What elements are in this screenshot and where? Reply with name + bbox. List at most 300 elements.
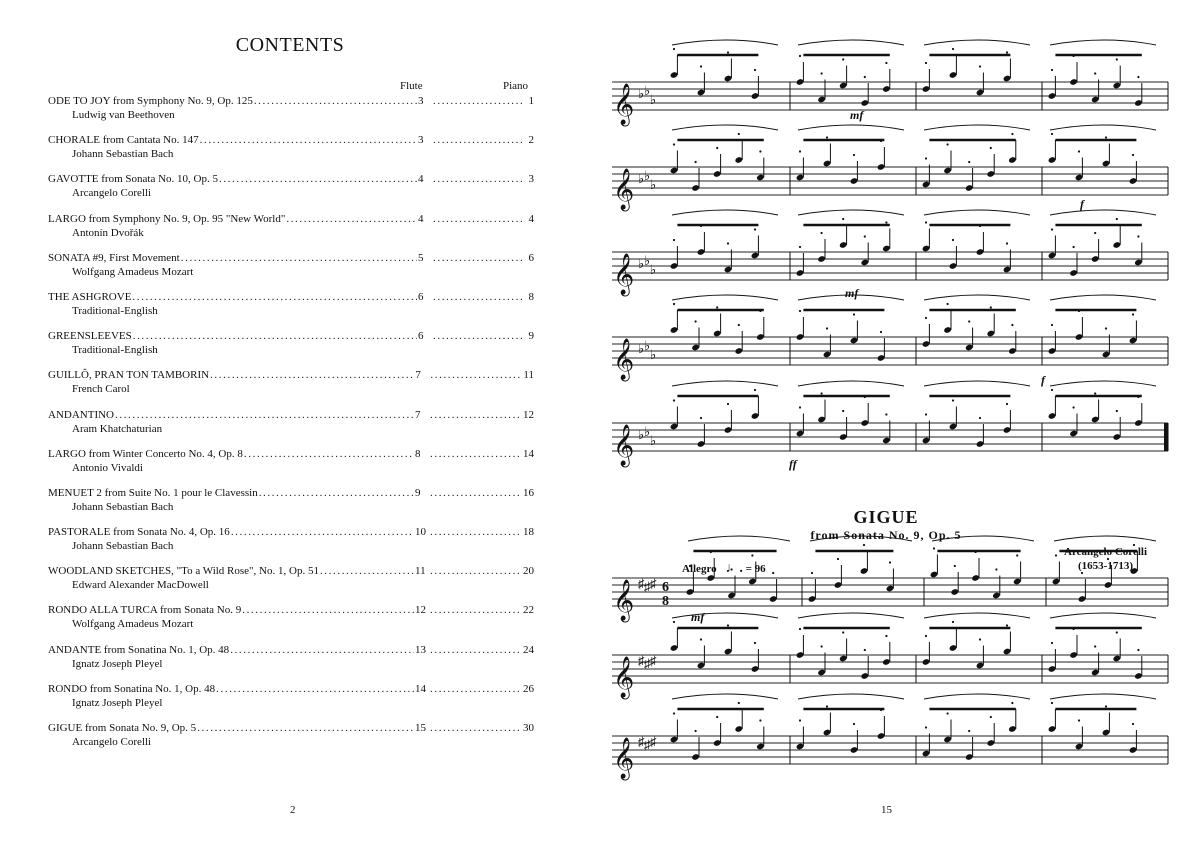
slur — [924, 613, 1030, 618]
staccato-dot — [952, 399, 954, 401]
toc-entry-title: GUILLÔ, PRAN TON TAMBORIN — [48, 369, 210, 382]
flute-page-number: 7 — [415, 369, 421, 382]
slur — [924, 125, 1030, 130]
staccato-dot — [925, 62, 927, 64]
composer-name: Arcangelo Corelli — [1064, 546, 1147, 558]
toc-entry — [48, 329, 534, 368]
toc-entry-title: GAVOTTE from Sonata No. 10, Op. 5 — [48, 173, 218, 186]
dot-leader — [433, 212, 525, 226]
toc-entry — [48, 172, 534, 211]
piano-page-number: 16 — [523, 486, 534, 499]
toc-entry-title: MENUET 2 from Suite No. 1 pour le Clavessin — [48, 486, 258, 499]
staccato-dot — [727, 624, 729, 626]
dot-leader — [433, 329, 525, 343]
toc-entry — [48, 486, 534, 525]
flat-icon: ♭ — [638, 86, 645, 101]
slur — [1050, 381, 1156, 386]
piano-page-number: 30 — [523, 722, 534, 734]
staccato-dot — [1051, 69, 1053, 71]
staccato-dot — [864, 235, 866, 237]
sharp-icon: ♯ — [650, 653, 657, 668]
slur — [1050, 40, 1156, 45]
staccato-dot — [1078, 150, 1080, 152]
piano-page-number: 4 — [528, 212, 534, 225]
staccato-dot — [716, 716, 718, 718]
staccato-dot — [885, 221, 887, 223]
staccato-dot — [990, 147, 992, 149]
right-page — [596, 0, 1191, 842]
flute-page-number: 4 — [418, 212, 424, 225]
dot-leader — [133, 329, 417, 343]
dynamic-marking: f — [1080, 197, 1084, 211]
piano-page-number: 20 — [523, 565, 534, 578]
staccato-dot — [1116, 58, 1118, 60]
flat-icon: ♭ — [644, 338, 651, 353]
piano-column-header: Piano — [503, 80, 529, 92]
staccato-dot — [885, 62, 887, 64]
staccato-dot — [1051, 389, 1053, 391]
flute-column-header: Flute — [400, 80, 423, 92]
flat-icon: ♭ — [650, 262, 657, 277]
piece-subtitle: from Sonata No. 9, Op. 5 — [810, 528, 962, 542]
staccato-dot — [1116, 631, 1118, 633]
staccato-dot — [1006, 403, 1008, 405]
staccato-dot — [799, 628, 801, 630]
dot-leader — [430, 564, 522, 578]
toc-entry-title: RONDO ALLA TURCA from Sonata No. 9 — [48, 604, 242, 617]
toc-entry — [48, 447, 534, 486]
toc-entry-composer: Johann Sebastian Bach — [72, 148, 174, 161]
staccato-dot — [695, 730, 697, 732]
piano-page-number: 2 — [528, 134, 534, 147]
slur — [672, 125, 778, 130]
flat-icon: ♭ — [638, 256, 645, 271]
staccato-dot — [759, 150, 761, 152]
staccato-dot — [673, 143, 675, 145]
toc-entry-composer: Edward Alexander MacDowell — [72, 579, 209, 592]
flute-page-number: 6 — [418, 330, 424, 343]
flute-page-number: 5 — [418, 251, 424, 264]
piano-page-number: 18 — [523, 526, 534, 539]
staccato-dot — [1051, 642, 1053, 644]
piano-page-number: 22 — [523, 604, 534, 617]
staccato-dot — [853, 313, 855, 315]
staccato-dot — [968, 730, 970, 732]
staccato-dot — [947, 303, 949, 305]
dot-leader — [197, 721, 414, 735]
contents-title: CONTENTS — [235, 34, 345, 56]
dynamic-marking: ff — [789, 457, 797, 471]
staccato-dot — [673, 712, 675, 714]
staccato-dot — [1094, 232, 1096, 234]
slur — [798, 125, 904, 130]
slur — [798, 381, 904, 386]
staccato-dot — [738, 702, 740, 704]
staccato-dot — [826, 705, 828, 707]
dot-leader — [433, 133, 525, 147]
staccato-dot — [799, 719, 801, 721]
staccato-dot — [842, 58, 844, 60]
staccato-dot — [947, 712, 949, 714]
sharp-icon: ♯ — [650, 576, 657, 591]
flat-icon: ♭ — [650, 92, 657, 107]
flat-icon: ♭ — [650, 433, 657, 448]
piano-page-number: 12 — [523, 408, 534, 421]
piano-page-number: 9 — [528, 330, 534, 343]
flat-icon: ♭ — [644, 424, 651, 439]
toc-entry-title: ANDANTINO — [48, 408, 114, 421]
staccato-dot — [842, 631, 844, 633]
toc-entry-composer: Arcangelo Corelli — [72, 187, 152, 200]
flute-page-number: 4 — [418, 173, 424, 186]
staccato-dot — [738, 133, 740, 135]
staccato-dot — [990, 306, 992, 308]
staccato-dot — [772, 572, 774, 574]
staccato-dot — [1137, 235, 1139, 237]
piano-page-number: 11 — [523, 369, 534, 382]
staccato-dot — [716, 147, 718, 149]
treble-clef-icon: 𝄞 — [613, 254, 635, 295]
toc-entry — [48, 643, 534, 682]
toc-entry-title: WOODLAND SKETCHES, "To a Wild Rose", No. 1, Op. 51 — [48, 565, 319, 578]
flat-icon: ♭ — [638, 171, 645, 186]
slur — [672, 210, 778, 215]
staccato-dot — [727, 51, 729, 53]
staccato-dot — [990, 716, 992, 718]
staccato-dot — [968, 161, 970, 163]
treble-clef-icon: 𝄞 — [613, 738, 635, 779]
staccato-dot — [853, 723, 855, 725]
dot-leader — [254, 94, 417, 108]
dot-leader — [433, 94, 525, 108]
dynamic-marking: mf — [845, 286, 859, 300]
toc-entry-composer: Johann Sebastian Bach — [72, 500, 174, 513]
staccato-dot — [1011, 702, 1013, 704]
toc-entry-title: GREENSLEEVES — [48, 330, 132, 343]
toc-entry-composer: Traditional-English — [72, 344, 158, 357]
staccato-dot — [842, 218, 844, 220]
dot-leader — [430, 447, 522, 461]
staccato-dot — [952, 621, 954, 623]
treble-clef-icon: 𝄞 — [613, 169, 635, 210]
staccato-dot — [754, 642, 756, 644]
flute-page-number: 3 — [418, 95, 424, 107]
toc-entry-title: LARGO from Winter Concerto No. 4, Op. 8 — [48, 447, 243, 460]
toc-entry — [48, 368, 534, 407]
treble-clef-icon: 𝄞 — [613, 657, 635, 698]
staccato-dot — [933, 547, 935, 549]
flute-page-number: 3 — [418, 134, 424, 147]
staccato-dot — [1137, 649, 1139, 651]
slur — [798, 613, 904, 618]
staccato-dot — [1011, 133, 1013, 135]
staccato-dot — [880, 331, 882, 333]
staccato-dot — [1016, 554, 1018, 556]
slur — [924, 40, 1030, 45]
dynamic-marking: mf — [850, 108, 864, 122]
dot-leader — [430, 721, 522, 735]
final-barline — [1164, 423, 1168, 451]
toc-entry-title: CHORALE from Cantata No. 147 — [48, 134, 199, 147]
staccato-dot — [979, 417, 981, 419]
dot-leader — [286, 212, 417, 226]
slur — [672, 295, 778, 300]
dot-leader — [132, 290, 417, 304]
toc-entry-title: ODE TO JOY from Symphony No. 9, Op. 125 — [48, 95, 253, 107]
toc-entry-composer: Arcangelo Corelli — [72, 736, 152, 748]
slur — [798, 40, 904, 45]
toc-entry — [48, 408, 534, 447]
dynamic-marking: mf — [691, 610, 705, 624]
slur — [1050, 613, 1156, 618]
staccato-dot — [853, 154, 855, 156]
staccato-dot — [673, 621, 675, 623]
flat-icon: ♭ — [644, 83, 651, 98]
flute-page-number: 11 — [415, 565, 426, 578]
dot-leader — [433, 172, 525, 186]
toc-entry-composer: Wolfgang Amadeus Mozart — [72, 618, 194, 631]
staccato-dot — [673, 48, 675, 50]
staccato-dot — [673, 303, 675, 305]
toc-entry-composer: Aram Khatchaturian — [72, 422, 163, 435]
toc-entry-composer: Ludwig van Beethoven — [72, 109, 175, 121]
piano-page-number: 14 — [523, 447, 534, 460]
staccato-dot — [695, 320, 697, 322]
staccato-dot — [799, 310, 801, 312]
staccato-dot — [821, 72, 823, 74]
slur — [672, 613, 778, 618]
toc-entry — [48, 682, 534, 721]
sharp-icon: ♯ — [644, 656, 651, 671]
staccato-dot — [751, 554, 753, 556]
staccato-dot — [979, 65, 981, 67]
toc-entry-composer: Antonio Vivaldi — [72, 461, 143, 474]
staccato-dot — [925, 317, 927, 319]
staccato-dot — [727, 403, 729, 405]
toc-entry — [48, 290, 534, 329]
staccato-dot — [1105, 327, 1107, 329]
sheet-music-notation — [596, 0, 1191, 842]
staccato-dot — [952, 239, 954, 241]
toc-entry — [48, 212, 534, 251]
staccato-dot — [864, 649, 866, 651]
toc-entry-composer: Ignatz Joseph Pleyel — [72, 657, 163, 670]
sharp-icon: ♯ — [644, 737, 651, 752]
staccato-dot — [1132, 313, 1134, 315]
slur — [924, 210, 1030, 215]
toc-entry-title: SONATA #9, First Movement — [48, 251, 180, 264]
staccato-dot — [1011, 324, 1013, 326]
toc-entry-title: RONDO from Sonatina No. 1, Op. 48 — [48, 682, 216, 695]
flute-page-number: 10 — [415, 526, 426, 539]
dot-leader — [430, 525, 522, 539]
piano-page-number: 1 — [528, 95, 534, 107]
staccato-dot — [1116, 410, 1118, 412]
staccato-dot — [1051, 228, 1053, 230]
flute-page-number: 13 — [415, 643, 426, 656]
table-of-contents — [48, 94, 534, 760]
tempo-marking — [682, 561, 766, 577]
staccato-dot — [1051, 133, 1053, 135]
slur — [672, 40, 778, 45]
toc-entry — [48, 133, 534, 172]
staccato-dot — [925, 413, 927, 415]
slur — [798, 694, 904, 699]
piano-page-number: 6 — [528, 251, 534, 264]
toc-entry-composer: French Carol — [72, 383, 130, 396]
staccato-dot — [738, 324, 740, 326]
toc-entry-title: LARGO from Symphony No. 9, Op. 95 "New World" — [48, 212, 286, 225]
staccato-dot — [1073, 246, 1075, 248]
staccato-dot — [1006, 242, 1008, 244]
sharp-icon: ♯ — [638, 653, 645, 668]
staccato-dot — [995, 568, 997, 570]
staccato-dot — [1105, 136, 1107, 138]
flat-icon: ♭ — [650, 177, 657, 192]
toc-entry — [48, 94, 534, 133]
staccato-dot — [799, 150, 801, 152]
flute-page-number: 6 — [418, 290, 424, 303]
staccato-dot — [1094, 72, 1096, 74]
dot-leader — [430, 408, 522, 422]
sharp-icon: ♯ — [638, 576, 645, 591]
dot-leader — [115, 408, 414, 422]
staccato-dot — [954, 565, 956, 567]
dot-leader — [320, 564, 414, 578]
staccato-dot — [1073, 406, 1075, 408]
staccato-dot — [925, 635, 927, 637]
staccato-dot — [821, 232, 823, 234]
piano-page-number: 24 — [523, 643, 534, 656]
dot-leader — [242, 603, 414, 617]
staccato-dot — [673, 399, 675, 401]
staccato-dot — [1116, 218, 1118, 220]
staccato-dot — [695, 161, 697, 163]
toc-entry-title: ANDANTE from Sonatina No. 1, Op. 48 — [48, 643, 230, 656]
piano-page-number: 8 — [528, 290, 534, 303]
staccato-dot — [811, 572, 813, 574]
slur — [798, 210, 904, 215]
staccato-dot — [1006, 51, 1008, 53]
toc-entry-title: THE ASHGROVE — [48, 290, 132, 303]
staccato-dot — [952, 48, 954, 50]
slur — [924, 381, 1030, 386]
sharp-icon: ♯ — [638, 734, 645, 749]
staccato-dot — [799, 55, 801, 57]
slur — [1050, 295, 1156, 300]
sharp-icon: ♯ — [644, 579, 651, 594]
staccato-dot — [1137, 76, 1139, 78]
staccato-dot — [979, 638, 981, 640]
staccato-dot — [1055, 554, 1057, 556]
dot-leader — [430, 643, 522, 657]
staccato-dot — [700, 638, 702, 640]
staccato-dot — [885, 635, 887, 637]
staccato-dot — [716, 306, 718, 308]
staccato-dot — [863, 544, 865, 546]
slur — [924, 694, 1030, 699]
piano-page-number: 3 — [528, 173, 534, 186]
tempo-text: Allegro — [682, 563, 717, 575]
staccato-dot — [1094, 645, 1096, 647]
flat-icon: ♭ — [644, 168, 651, 183]
dot-leader — [430, 486, 522, 500]
staccato-dot — [754, 228, 756, 230]
staccato-dot — [925, 726, 927, 728]
toc-entry-title: GIGUE from Sonata No. 9, Op. 5 — [48, 722, 197, 734]
staccato-dot — [837, 558, 839, 560]
treble-clef-icon: 𝄞 — [613, 580, 635, 621]
left-page — [0, 0, 595, 842]
staccato-dot — [968, 320, 970, 322]
slur — [1050, 210, 1156, 215]
toc-entry — [48, 564, 534, 603]
slur — [1050, 694, 1156, 699]
staccato-dot — [947, 143, 949, 145]
toc-entry — [48, 251, 534, 290]
staccato-dot — [727, 242, 729, 244]
dot-leader — [433, 251, 525, 265]
flute-page-number: 12 — [415, 604, 426, 617]
piece-title: GIGUE — [853, 507, 919, 527]
time-signature-bottom: 8 — [662, 594, 669, 609]
staccato-dot — [842, 410, 844, 412]
slur — [924, 295, 1030, 300]
staccato-dot — [885, 413, 887, 415]
toc-entry-composer: Traditional-English — [72, 304, 158, 317]
staccato-dot — [1132, 723, 1134, 725]
staccato-dot — [864, 76, 866, 78]
treble-clef-icon: 𝄞 — [613, 84, 635, 125]
dot-leader — [430, 603, 522, 617]
staccato-dot — [1094, 392, 1096, 394]
composer-dates: (1653-1713) — [1078, 560, 1133, 572]
page-number: 2 — [290, 804, 296, 816]
toc-entry — [48, 721, 534, 760]
staccato-dot — [754, 389, 756, 391]
toc-entry-title: PASTORALE from Sonata No. 4, Op. 16 — [48, 526, 230, 539]
toc-entry — [48, 525, 534, 564]
flute-page-number: 15 — [415, 722, 426, 734]
staccato-dot — [821, 645, 823, 647]
staccato-dot — [799, 246, 801, 248]
dot-leader — [433, 290, 525, 304]
flat-icon: ♭ — [638, 427, 645, 442]
time-signature-top: 6 — [662, 580, 669, 595]
slur — [1050, 125, 1156, 130]
treble-clef-icon: 𝄞 — [613, 339, 635, 380]
quarter-note-icon: ♩. — [725, 561, 743, 576]
staccato-dot — [754, 69, 756, 71]
staccato-dot — [821, 392, 823, 394]
toc-entry-composer: Johann Sebastian Bach — [72, 540, 174, 553]
metronome-value: = 96 — [745, 563, 766, 575]
dot-leader — [219, 172, 417, 186]
staccato-dot — [925, 221, 927, 223]
flute-page-number: 7 — [415, 408, 421, 421]
flute-page-number: 8 — [415, 447, 421, 460]
staccato-dot — [799, 406, 801, 408]
dot-leader — [181, 251, 417, 265]
sharp-icon: ♯ — [650, 734, 657, 749]
staccato-dot — [925, 157, 927, 159]
staccato-dot — [700, 65, 702, 67]
page-number: 15 — [881, 804, 892, 816]
dot-leader — [230, 643, 414, 657]
staccato-dot — [1105, 705, 1107, 707]
slur — [672, 381, 778, 386]
staccato-dot — [826, 327, 828, 329]
